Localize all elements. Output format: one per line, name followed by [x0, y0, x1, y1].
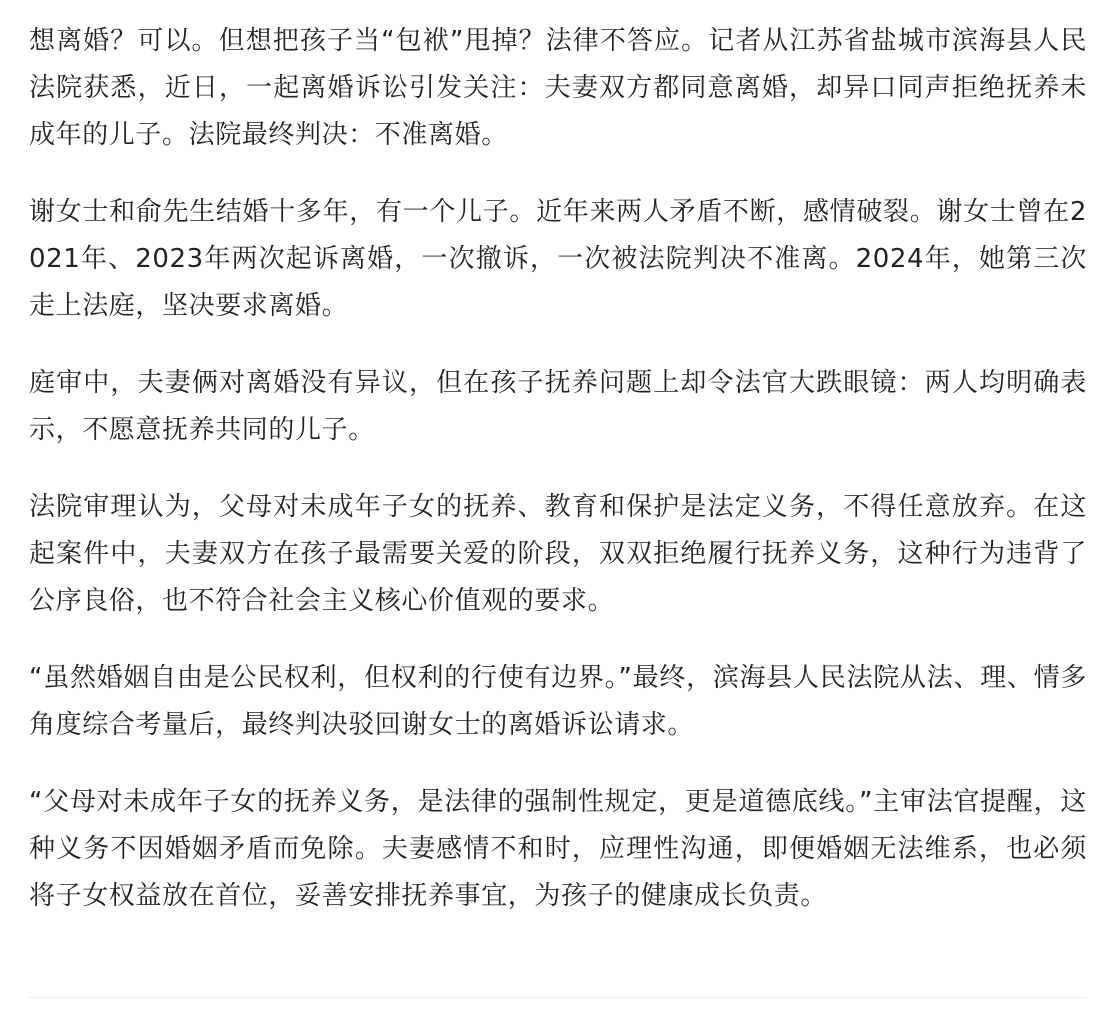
- article-body: [29, 18, 1087, 950]
- article-paragraph-1: 想离婚？可以。但想把孩子当“包袱”甩掉？法律不答应。记者从江苏省盐城市滨海县人民法院获悉，近日，一起离婚诉讼引发关注：夫妻双方都同意离婚，却异口同声拒绝抚养未成年的儿子。法院最终判决：不准离婚。: [29, 26, 1087, 150]
- article-paragraph-3: 庭审中，夫妻俩对离婚没有异议，但在孩子抚养问题上却令法官大跌眼镜：两人均明确表示，不愿意抚养共同的儿子。: [29, 368, 1087, 445]
- article-paragraph-6: “父母对未成年子女的抚养义务，是法律的强制性规定，更是道德底线。”主审法官提醒，这种义务不因婚姻矛盾而免除。夫妻感情不和时，应理性沟通，即便婚姻无法维系，也必须将子女权益放在首位，妥善安排抚养事宜，为孩子的健康成长负责。: [29, 787, 1087, 911]
- bottom-divider: [29, 997, 1087, 998]
- article-paragraph-4: 法院审理认为，父母对未成年子女的抚养、教育和保护是法定义务，不得任意放弃。在这起案件中，夫妻双方在孩子最需要关爱的阶段，双双拒绝履行抚养义务，这种行为违背了公序良俗，也不符合社会主义核心价值观的要求。: [29, 492, 1087, 616]
- article-paragraph-5: “虽然婚姻自由是公民权利，但权利的行使有边界。”最终，滨海县人民法院从法、理、情多角度综合考量后，最终判决驳回谢女士的离婚诉讼请求。: [29, 663, 1087, 740]
- article-paragraph-2: 谢女士和俞先生结婚十多年，有一个儿子。近年来两人矛盾不断，感情破裂。谢女士曾在2021年、2023年两次起诉离婚，一次撤诉，一次被法院判决不准离。2024年，她第三次走上法庭，坚决要求离婚。: [29, 197, 1087, 321]
